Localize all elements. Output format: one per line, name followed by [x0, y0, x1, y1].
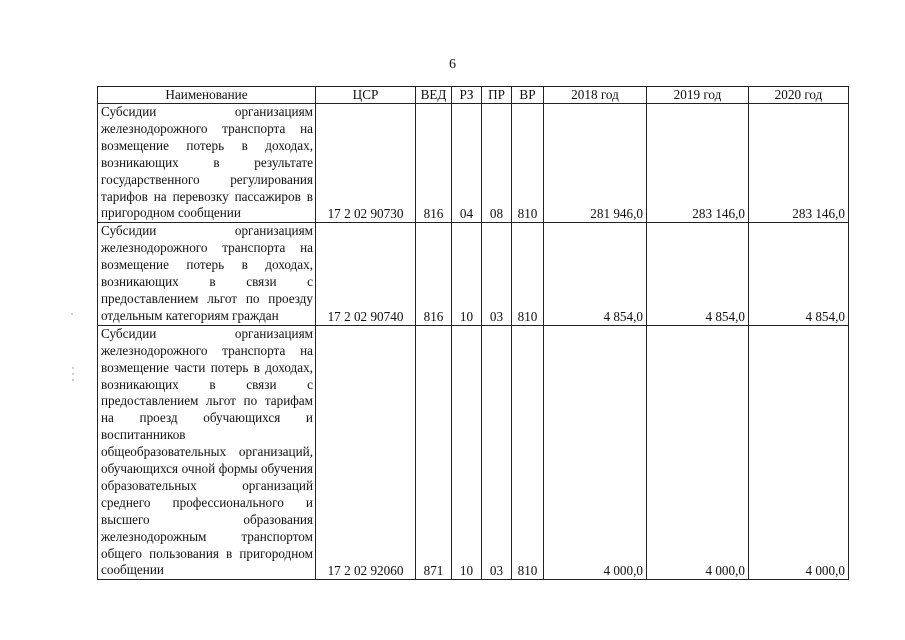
header-csr: ЦСР: [316, 87, 416, 104]
cell-pr: 03: [482, 223, 512, 325]
header-2020: 2020 год: [749, 87, 849, 104]
cell-2019: 4 000,0: [647, 325, 749, 580]
cell-2020: 4 854,0: [749, 223, 849, 325]
cell-2019: 4 854,0: [647, 223, 749, 325]
cell-2020: 4 000,0: [749, 325, 849, 580]
cell-rz: 10: [452, 325, 482, 580]
cell-vr: 810: [512, 104, 544, 223]
cell-rz: 04: [452, 104, 482, 223]
header-ved: ВЕД: [416, 87, 452, 104]
page-number: 6: [449, 57, 456, 72]
cell-vr: 810: [512, 223, 544, 325]
cell-rz: 10: [452, 223, 482, 325]
header-pr: ПР: [482, 87, 512, 104]
header-vr: ВР: [512, 87, 544, 104]
cell-csr: 17 2 02 92060: [316, 325, 416, 580]
cell-2019: 283 146,0: [647, 104, 749, 223]
cell-name: Субсидии организациям железнодорожного транспорта на возмещение части потерь в доходах, возникающих в связи с предоставлением льгот по тарифам на проезд обучающихся и воспитанников общеобразовательных организаций, обучающихся очной формы обучения образовательных организаций среднего профессионального и высшего образования железнодорожным транспортом общего пользования в пригородном сообщении: [98, 325, 316, 580]
header-2018: 2018 год: [544, 87, 647, 104]
cell-pr: 03: [482, 325, 512, 580]
table-row: [98, 325, 849, 580]
budget-table: [97, 86, 849, 580]
header-name: Наименование: [98, 87, 316, 104]
cell-2020: 283 146,0: [749, 104, 849, 223]
cell-pr: 08: [482, 104, 512, 223]
cell-csr: 17 2 02 90730: [316, 104, 416, 223]
table-row: [98, 223, 849, 325]
cell-ved: 816: [416, 104, 452, 223]
cell-vr: 810: [512, 325, 544, 580]
cell-ved: 816: [416, 223, 452, 325]
cell-csr: 17 2 02 90740: [316, 223, 416, 325]
scan-specks: [60, 310, 76, 390]
cell-2018: 4 854,0: [544, 223, 647, 325]
table-row: [98, 104, 849, 223]
header-2019: 2019 год: [647, 87, 749, 104]
cell-name: Субсидии организациям железнодорожного транспорта на возмещение потерь в доходах, возникающих в связи с предоставлением льгот по проезду отдельным категориям граждан: [98, 223, 316, 325]
cell-name: Субсидии организациям железнодорожного транспорта на возмещение потерь в доходах, возникающих в результате государственного регулирования тарифов на перевозку пассажиров в пригородном сообщении: [98, 104, 316, 223]
header-rz: РЗ: [452, 87, 482, 104]
cell-2018: 4 000,0: [544, 325, 647, 580]
cell-ved: 871: [416, 325, 452, 580]
table-header-row: [98, 87, 849, 104]
cell-2018: 281 946,0: [544, 104, 647, 223]
